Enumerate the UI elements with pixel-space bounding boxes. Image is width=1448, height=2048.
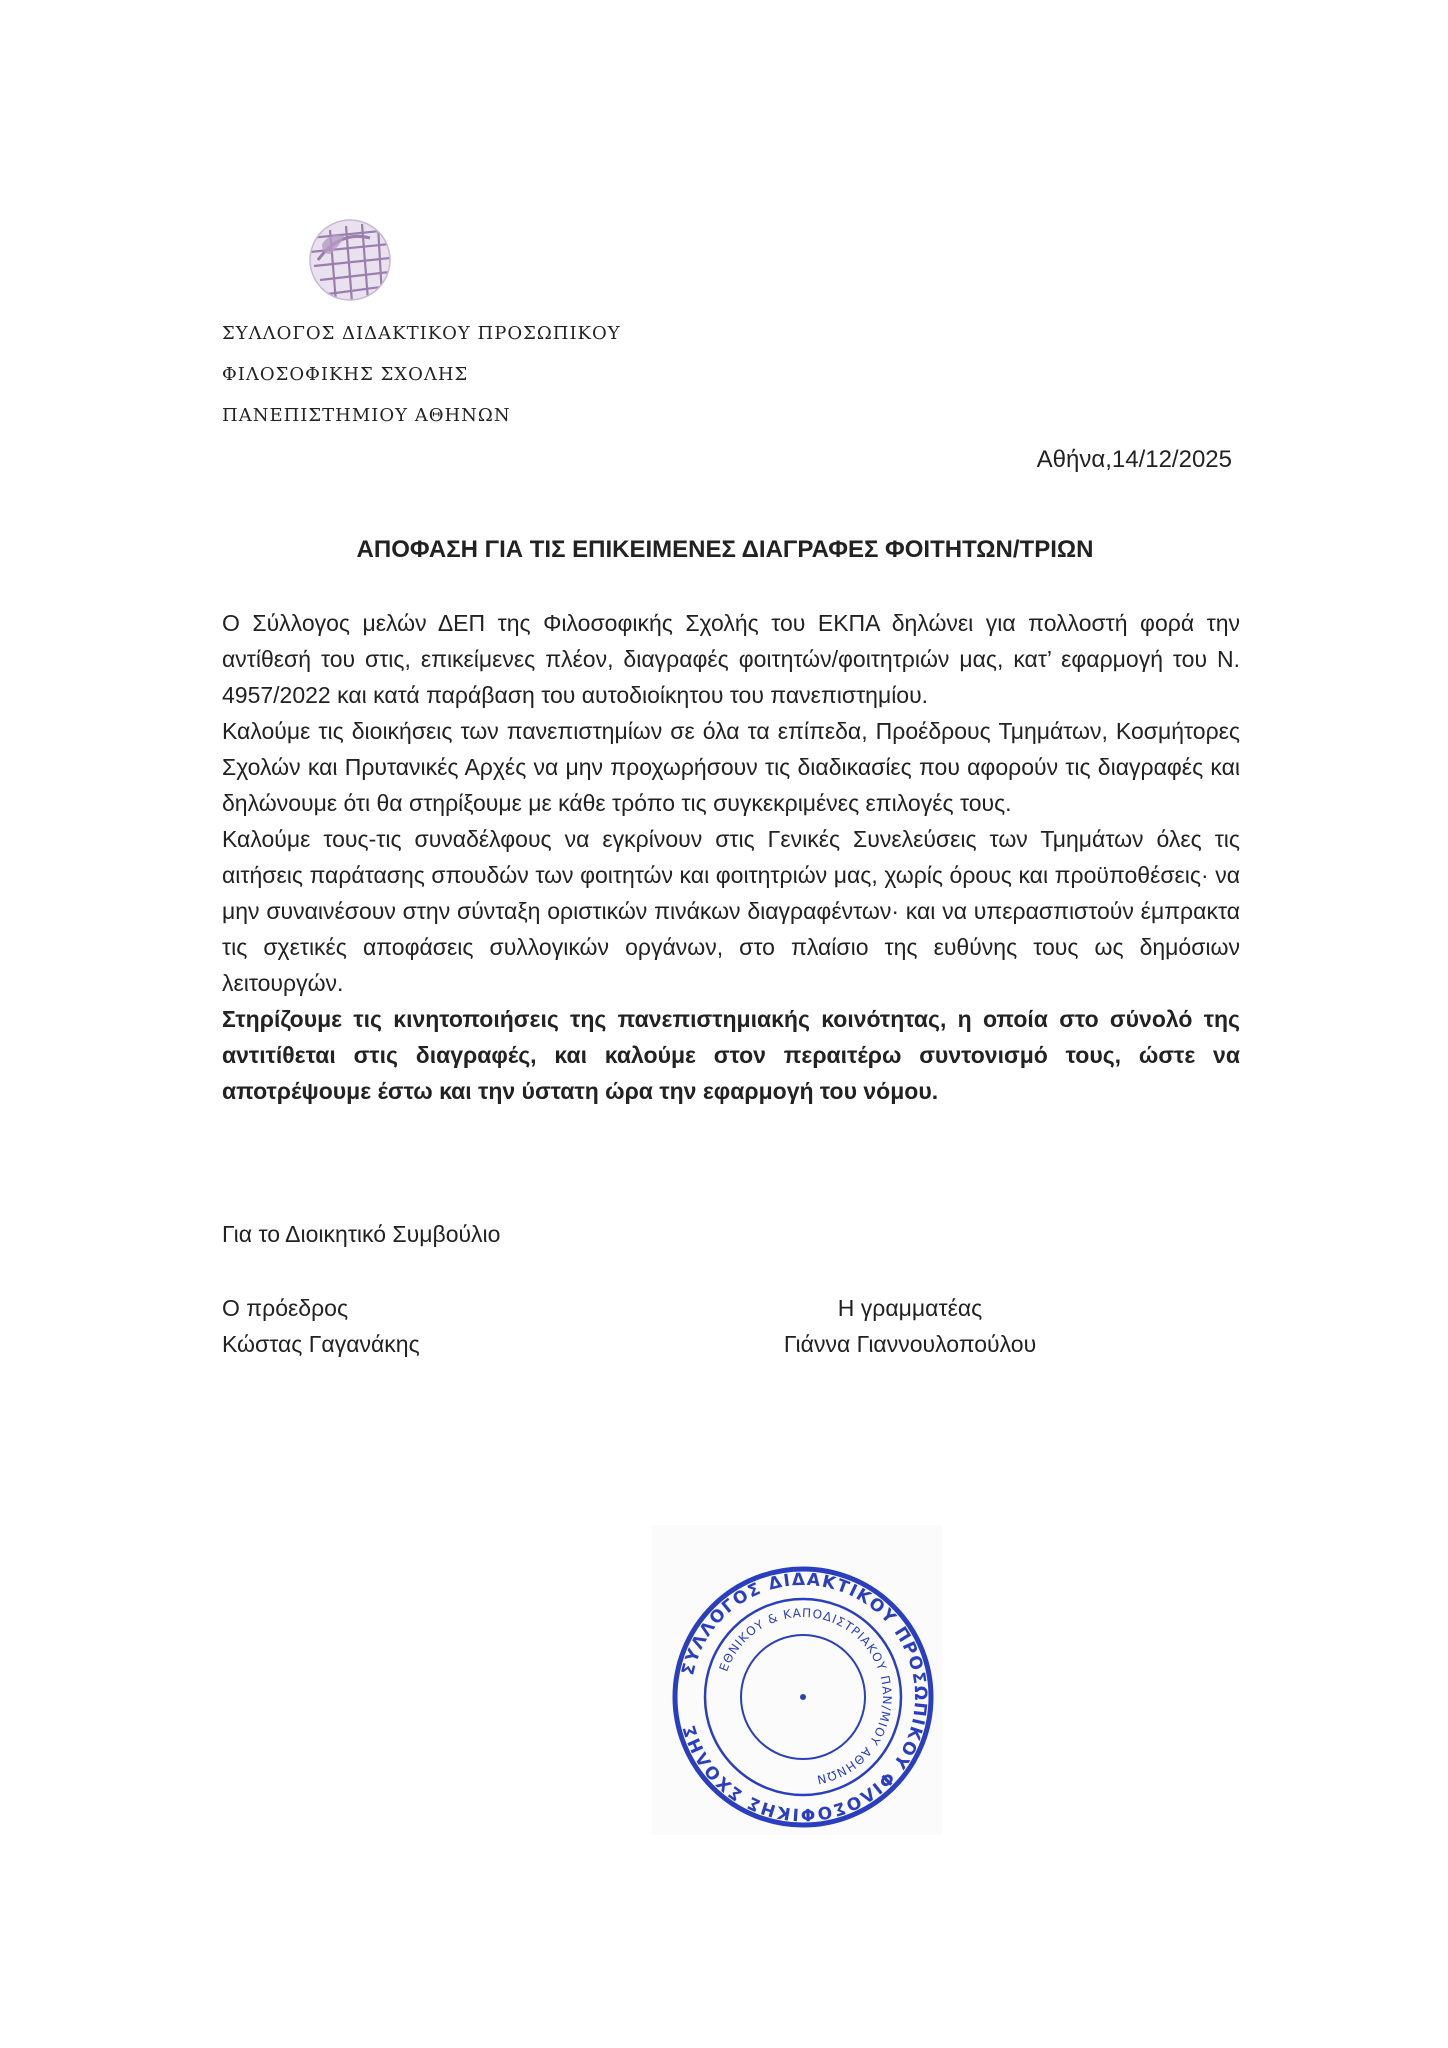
association-logo-icon: [300, 210, 400, 310]
president-signature-block: [222, 1290, 420, 1362]
body-paragraph-4-bold: Στηρίζουμε τις κινητοποιήσεις της πανεπιστημιακής κοινότητας, η οποία στο σύνολό της αντιτίθεται στις διαγραφές, και καλούμε στον περαιτέρω συντονισμό τους, ώστε να αποτρέψουμε έστω και την ύστατη ώρα την εφαρμογή του νόμου.: [222, 1006, 1240, 1104]
association-stamp-icon: [668, 1562, 938, 1832]
org-name-line-2: ΦΙΛΟΣΟΦΙΚΗΣ ΣΧΟΛΗΣ: [222, 364, 469, 385]
stamp-inner-text: ΕΘΝΙΚΟΥ & ΚΑΠΟΔΙΣΤΡΙΑΚΟΥ ΠΑΝ/ΜΙΟΥ ΑΘΗΝΩΝ: [716, 1605, 895, 1787]
body-paragraph-1: Ο Σύλλογος μελών ΔΕΠ της Φιλοσοφικής Σχολής του ΕΚΠΑ δηλώνει για πολλοστή φορά την αντίθεσή του στις, επικείμενες πλέον, διαγραφές φοιτητών/φοιτητριών μας, κατ’ εφαρμογή του Ν. 4957/2022 και κατά παράβαση του αυτοδιοίκητου του πανεπιστημίου.: [222, 610, 1240, 708]
stamp-outer-text: ΣΥΛΛΟΓΟΣ ΔΙΔΑΚΤΙΚΟΥ ΠΡΟΣΩΠΙΚΟΥ ΦΙΛΟΣΟΦΙΚΗΣ ΣΧΟΛΗΣ: [678, 1569, 931, 1825]
secretary-name: Γιάννα Γιαννουλοπούλου: [783, 1331, 1037, 1357]
for-board-line: Για το Διοικητικό Συμβούλιο: [222, 1221, 501, 1247]
document-title: ΑΠΟΦΑΣΗ ΓΙΑ ΤΙΣ ΕΠΙΚΕΙΜΕΝΕΣ ΔΙΑΓΡΑΦΕΣ ΦΟΙΤΗΤΩΝ/ΤΡΙΩΝ: [356, 536, 1094, 563]
secretary-role: Η γραμματέας: [837, 1295, 983, 1321]
president-role: Ο πρόεδρος: [222, 1295, 349, 1321]
org-name-line-3: ΠΑΝΕΠΙΣΤΗΜΙΟΥ ΑΘΗΝΩΝ: [222, 405, 511, 426]
org-name-line-1: ΣΥΛΛΟΓΟΣ ΔΙΔΑΚΤΙΚΟΥ ΠΡΟΣΩΠΙΚΟΥ: [222, 323, 621, 344]
body-paragraph-2: Καλούμε τις διοικήσεις των πανεπιστημίων σε όλα τα επίπεδα, Προέδρους Τμημάτων, Κοσμήτορες Σχολών και Πρυτανικές Αρχές να μην προχωρήσουν τις διαδικασίες που αφορούν τις διαγραφές και δηλώνουμε ότι θα στηρίξουμε με κάθε τρόπο τις συγκεκριμένες επιλογές τους.: [222, 718, 1240, 816]
document-body: [222, 605, 1240, 1109]
body-paragraph-3: Καλούμε τους-τις συναδέλφους να εγκρίνουν στις Γενικές Συνελεύσεις των Τμημάτων όλες τις αιτήσεις παράτασης σπουδών των φοιτητών και φοιτητριών μας, χωρίς όρους και προϋποθέσεις· να μην συναινέσουν στην σύνταξη οριστικών πινάκων διαγραφέντων· και να υπερασπιστούν έμπρακτα τις σχετικές αποφάσεις συλλογικών οργάνων, στο πλαίσιο της ευθύνης τους ως δημόσιων λειτουργών.: [222, 826, 1240, 996]
document-date: Αθήνα,14/12/2025: [1036, 446, 1232, 473]
president-name: Κώστας Γαγανάκης: [222, 1331, 420, 1357]
secretary-signature-block: [760, 1290, 1060, 1362]
